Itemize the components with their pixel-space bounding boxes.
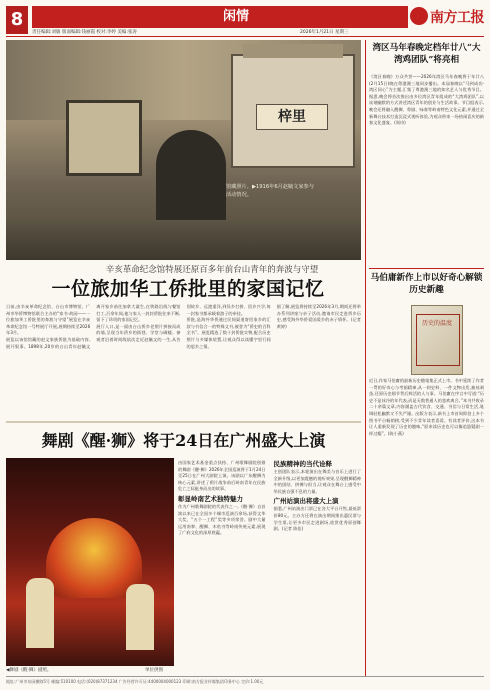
- sidebar-divider: [369, 268, 484, 269]
- book-cover: [411, 305, 463, 375]
- dancer-figure: [126, 584, 154, 650]
- header-divider: [6, 36, 484, 37]
- story-divider: [6, 421, 361, 423]
- dancer-figure: [26, 578, 54, 648]
- editor-credits: 责任编辑:刘敏 版面编辑:钱丽霞 校对:李婷 美编:张涛: [32, 30, 137, 35]
- column-divider: [365, 40, 366, 676]
- sidebar-headline-2: 马伯庸新作上市以好奇心解锁历史新趣: [370, 273, 483, 295]
- masthead-title: 南方工报: [430, 10, 484, 26]
- paragraph: 展厅入口,是一面由台山侨乡老照片拼接而成的墙,呈现当年侨乡的街巷、学堂与碉楼。参观者沿着时间线依次走近赵毓文的一生,从告别故乡、远渡重洋,到异乡打拼、回乡兴学,每一封家书都承载着游子的牵挂。: [96, 304, 271, 342]
- photo-credit: 单位供图: [145, 668, 163, 673]
- paragraph: 据悉,广州站演出门票已在各大平台开售,最低票价80元。主办方还将在演出期间推出惠民票与学生票,让更多市民走进剧场,欣赏优秀原创舞剧。(记者 陈佳): [273, 506, 361, 532]
- page-footer: 地址:广州市东园横路5号 邮编:510100 电话:(020)87371234 广告经营许可证:4400004000123 印刷:南方报业传媒集团印务中心 定价:1.00元: [6, 679, 264, 684]
- subheading: 广州站演出将盛大上演: [273, 497, 339, 506]
- paragraph: 据了解,展览将持续至2026年3月,期间还将举办系列讲座与亲子活动,邀请市民走进侨乡历史,感受海外华侨爱国爱乡的赤子情怀。(记者 黄婷): [276, 304, 361, 329]
- second-body: [178, 460, 361, 670]
- section-title: 闲情: [222, 9, 249, 24]
- sidebar-headline-1: 湾区马年春晚定档年廿八“大湾鸡团队”将亮相: [372, 43, 481, 65]
- subheading: 彰显岭南艺术独特魅力: [178, 494, 243, 503]
- page-number: 8: [6, 6, 28, 34]
- sidebar-body-1: [369, 74, 484, 266]
- paragraph: 日前,由辛亥革命纪念馆、台山市博物馆、广州市华侨博物馆联合主办的“家书·故园——一位旅加华工侨批里的奔波与守望”展览在辛亥革命纪念馆一号特展厅开展,展期持续至2026年3月。: [6, 304, 91, 336]
- lead-headline: 一位旅加华工侨批里的家国记忆: [51, 278, 325, 300]
- sidebar-body-2: [369, 378, 484, 670]
- lead-body: [6, 304, 361, 419]
- framed-photo: [66, 100, 142, 176]
- second-headline: 舞剧《醒·狮》将于24日在广州盛大上演: [41, 431, 326, 450]
- photo-plaque: 梓里: [256, 104, 328, 130]
- book-title: 历史的温度: [421, 320, 452, 327]
- issue-date: 2026年1月21日 星期三: [300, 30, 349, 35]
- logo-icon: [410, 7, 428, 25]
- dance-photo-caption: ◀舞剧《醒·狮》剧照。: [6, 668, 52, 673]
- paragraph: 展览以该馆馆藏的赵文家族侨批为基础内容,展开叙事。1898年,20岁的台山青年赵毓文离开家乡前往加拿大谋生,在铁路沿线与餐馆打工,百余年间,他与家人一封封侨批往来不断,留下了珍贵的家国记忆。: [6, 304, 181, 349]
- lead-photo: [6, 40, 361, 260]
- masthead-logo: [410, 4, 488, 30]
- paragraph: 由国家艺术基金重点扶持、广州歌舞剧院创排的舞剧《醒·狮》2026年全国巡演将于1月24日至25日在广州大剧院上演。该剧以广东醒狮为核心元素,讲述了鸦片战争前后岭南青年在民族危亡之际挺身而出的故事。: [178, 460, 266, 492]
- lead-photo-caption: 馆藏照片。▶1916年6月赵毓文家参与活动情况。: [226, 184, 314, 198]
- paragraph: 侨批,是海外华侨通过民间渠道寄回家乡的汇款与书信合一的特殊文书,被誉为“侨史的百科全书”。展览精选了数十封侨批实物,配合历史照片与多媒体装置,让观众得以读懂字里行间的思乡之情。: [186, 317, 271, 349]
- paragraph: 《湾区春晚》万众共赏——2026年湾区马年春晚将于年廿八(2月15日)晚在粤港澳三地同步播出。本届春晚以“马到成功·湾区同心”为主题,汇集了粤港澳三地的知名艺人与优秀节目。据悉,晚会将首次推出由多位湾区青年组成的“大湾鸡团队”,以诙谐幽默的方式讲述湾区青年的创业与生活故事。节目组表示,晚会还将融入醒狮、粤剧、咏春等岭南特色文化元素,并通过全新舞台技术打造沉浸式视听体验,为观众带来一场热闹喜庆的新春文化盛宴。(周诗): [369, 74, 484, 126]
- paragraph: 近日,作家马伯庸的最新历史随笔集正式上市。书中延续了作者一贯的好奇心与考据精神,从一则史料、一件文物出发,抽丝剥茧,还原历史细节背后鲜活的人与事。马伯庸在序言中写道:“历史不是冰冷的年代表,而是无数普通人的悲欢离合。”本书共收录二十余篇文章,内容涵盖古代饮食、交通、书信与日常生活,笔调轻松幽默又不失严谨。出版方表示,新书上市首周即登上多个图书平台畅销榜,受到不少青年读者喜爱。有读者评价,这本书让人重新发现了历史的趣味,“原来读历史也可以像追悬疑剧一样过瘾”。(陈小燕): [369, 378, 484, 436]
- paragraph: 主创团队表示,本轮演出在舞美与音乐上进行了全新升级,以更加震撼的视听效果,呈现醒狮精神中的团结、拼搏与担当,让观众在舞台上感受中华民族自强不息的力量。: [273, 469, 361, 494]
- subheading: 民族精神的当代诠释: [273, 460, 332, 468]
- paragraph: 作为广州歌舞剧院的代表作之一,《醒·狮》自首演以来已在全国多个城市巡演百余场,获得文华大奖、“五个一工程”奖等多项荣誉。剧中大量运用南拳、醒狮、木鱼书等岭南传统元素,展现了广府文化的深厚底蕴。: [178, 503, 266, 536]
- page-header: [0, 0, 490, 38]
- lion-head: [46, 518, 142, 598]
- footer-divider: [6, 676, 484, 677]
- lead-kicker: 辛亥革命纪念馆特展还原百多年前台山青年的奔波与守望: [105, 265, 319, 275]
- dance-photo: [6, 458, 174, 666]
